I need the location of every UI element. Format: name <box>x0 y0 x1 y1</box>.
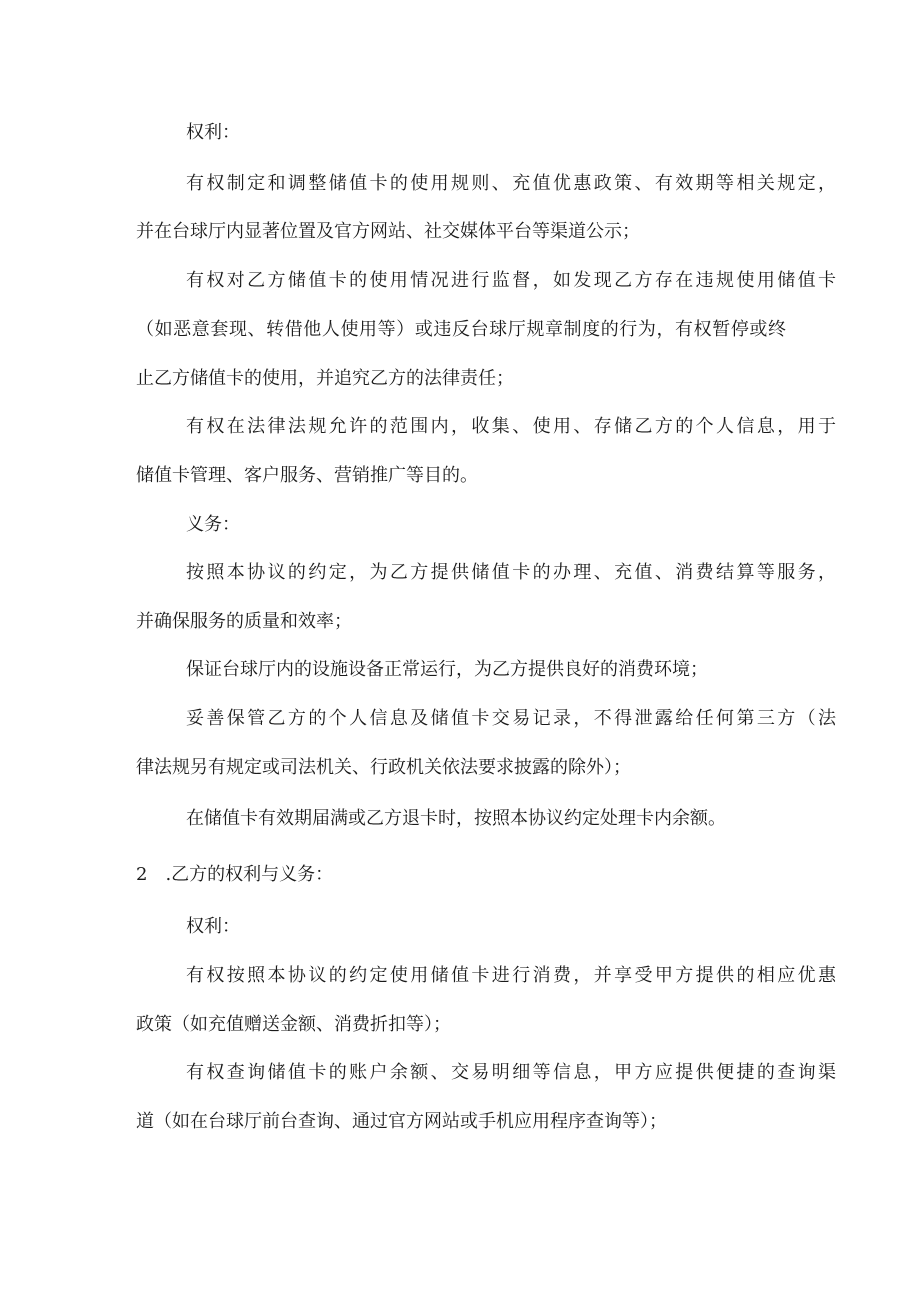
paragraph-line: 储值卡管理、客户服务、营销推广等目的。 <box>136 465 478 486</box>
paragraph-line: 律法规另有规定或司法机关、行政机关依法要求披露的除外）； <box>136 757 631 778</box>
heading-rights: 权利： <box>186 916 240 937</box>
paragraph-line: 止乙方储值卡的使用，并追究乙方的法律责任； <box>136 368 514 389</box>
paragraph-line: 按照本协议的约定，为乙方提供储值卡的办理、充值、消费结算等服务， <box>186 562 836 583</box>
heading-rights: 权利： <box>186 122 240 143</box>
heading-obligations: 义务： <box>186 514 240 535</box>
paragraph-line: 并在台球厅内显著位置及官方网站、社交媒体平台等渠道公示； <box>136 221 640 242</box>
paragraph-line: 在储值卡有效期届满或乙方退卡时，按照本协议约定处理卡内余额。 <box>186 808 726 829</box>
paragraph-line: 有权查询储值卡的账户余额、交易明细等信息，甲方应提供便捷的查询渠 <box>186 1062 836 1083</box>
section-heading: 2 .乙方的权利与义务： <box>136 864 334 885</box>
paragraph-line: 有权对乙方储值卡的使用情况进行监督，如发现乙方存在违规使用储值卡 <box>186 270 836 291</box>
paragraph-line: 有权按照本协议的约定使用储值卡进行消费，并享受甲方提供的相应优惠 <box>186 965 836 986</box>
paragraph-line: 有权在法律法规允许的范围内，收集、使用、存储乙方的个人信息，用于 <box>186 416 836 437</box>
paragraph-line: 保证台球厅内的设施设备正常运行，为乙方提供良好的消费环境； <box>186 659 708 680</box>
paragraph-line: （如恶意套现、转借他人使用等）或违反台球厅规章制度的行为，有权暂停或终 <box>136 319 786 340</box>
paragraph-line: 并确保服务的质量和效率； <box>136 611 352 632</box>
paragraph-line: 有权制定和调整储值卡的使用规则、充值优惠政策、有效期等相关规定， <box>186 173 836 194</box>
paragraph-line: 妥善保管乙方的个人信息及储值卡交易记录，不得泄露给任何第三方（法 <box>186 708 836 729</box>
paragraph-line: 政策（如充值赠送金额、消费折扣等）； <box>136 1014 451 1035</box>
paragraph-line: 道（如在台球厅前台查询、通过官方网站或手机应用程序查询等）； <box>136 1111 667 1132</box>
